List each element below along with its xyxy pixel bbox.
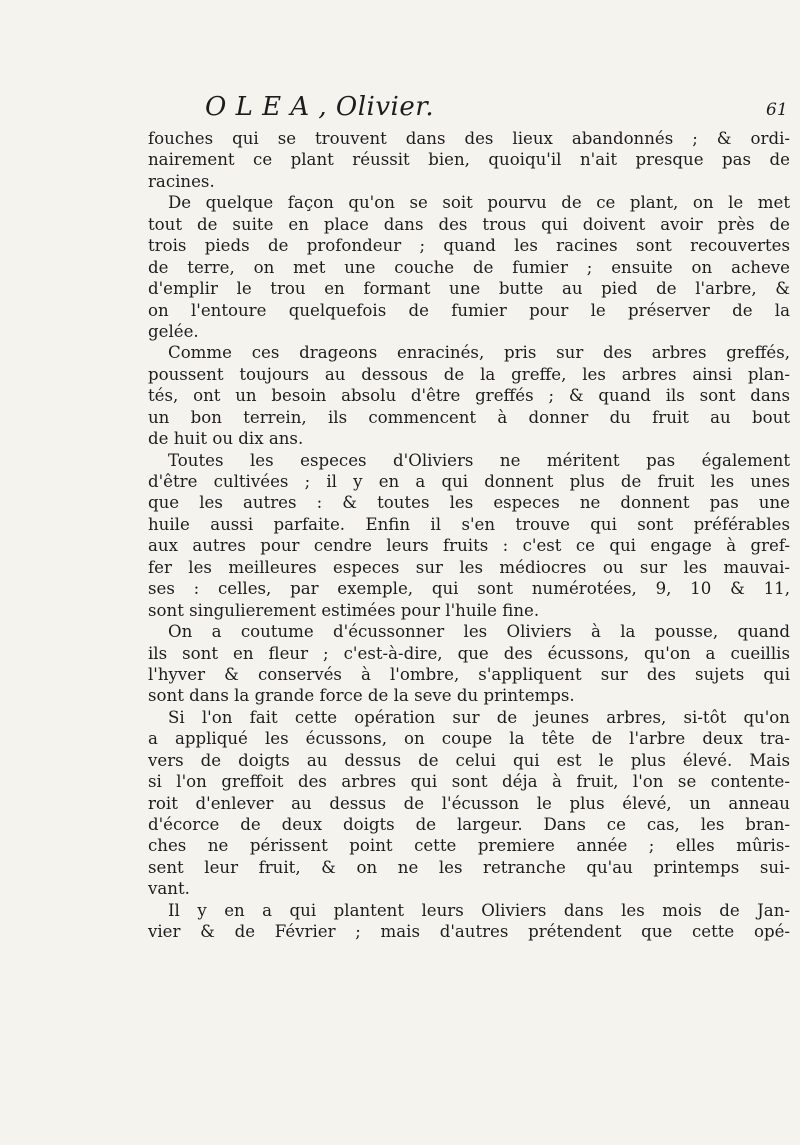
text-line: si l'on greffoit des arbres qui sont déja à fruit, l'on se contente- (148, 772, 790, 792)
text-line: on l'entoure quelquefois de fumier pour le préserver de la (148, 300, 790, 320)
text-line: On a coutume d'écussonner les Oliviers à la pousse, quand (168, 622, 790, 642)
text-line: ses : celles, par exemple, qui sont numérotées, 9, 10 & 11, (148, 579, 790, 599)
text-line: sent leur fruit, & on ne les retranche qu'au printemps sui- (148, 857, 790, 877)
text-line: un bon terrein, ils commencent à donner du fruit au bout (148, 407, 790, 427)
text-line: sont singulierement estimées pour l'huile fine. (148, 600, 540, 620)
text-line: d'emplir le trou en formant une butte au pied de l'arbre, & (148, 279, 790, 299)
body-text (148, 128, 790, 943)
text-line: aux autres pour cendre leurs fruits : c'est ce qui engage à gref- (148, 536, 790, 556)
text-line: huile aussi parfaite. Enfin il s'en trouve qui sont préférables (148, 514, 790, 534)
text-line: nairement ce plant réussit bien, quoiqu'il n'ait presque pas de (148, 150, 790, 170)
running-title: O L E A , Olivier. (205, 92, 435, 122)
text-line: sont dans la grande force de la seve du printemps. (148, 686, 575, 706)
page-header (0, 92, 800, 128)
text-line: Comme ces drageons enracinés, pris sur des arbres greffés, (168, 343, 790, 363)
text-line: Il y en a qui plantent leurs Oliviers dans les mois de Jan- (168, 900, 790, 920)
text-line: Toutes les especes d'Oliviers ne méritent pas également (168, 450, 790, 470)
text-line: l'hyver & conservés à l'ombre, s'appliquent sur des sujets qui (148, 664, 790, 684)
text-line: trois pieds de profondeur ; quand les racines sont recouvertes (148, 236, 790, 256)
text-line: fer les meilleures especes sur les médiocres ou sur les mauvai- (148, 557, 790, 577)
text-line: Si l'on fait cette opération sur de jeunes arbres, si-tôt qu'on (168, 707, 790, 727)
text-line: d'écorce de deux doigts de largeur. Dans ce cas, les bran- (148, 815, 790, 834)
text-line: racines. (148, 171, 215, 191)
text-line: de huit ou dix ans. (148, 429, 304, 449)
text-line: que les autres : & toutes les especes ne donnent pas une (148, 493, 790, 513)
text-line: ches ne périssent point cette premiere année ; elles mûris- (148, 836, 790, 856)
text-line: d'être cultivées ; il y en a qui donnent plus de fruit les unes (148, 472, 790, 491)
text-line: tout de suite en place dans des trous qui doivent avoir près de (148, 214, 790, 234)
text-line: tés, ont un besoin absolu d'être greffés ; & quand ils sont dans (148, 386, 790, 406)
text-line: roit d'enlever au dessus de l'écusson le plus élevé, un anneau (148, 793, 790, 813)
text-line: vant. (148, 879, 190, 899)
text-line: gelée. (148, 321, 199, 341)
text-line: fouches qui se trouvent dans des lieux abandonnés ; & ordi- (148, 129, 790, 148)
text-line: de terre, on met une couche de fumier ; ensuite on acheve (148, 257, 790, 277)
page-number: 61 (766, 100, 788, 120)
text-line: a appliqué les écussons, on coupe la tête de l'arbre deux tra- (148, 729, 790, 749)
text-line: De quelque façon qu'on se soit pourvu de ce plant, on le met (168, 193, 790, 213)
text-line: vier & de Février ; mais d'autres prétendent que cette opé- (148, 922, 790, 942)
text-line: poussent toujours au dessous de la greffe, les arbres ainsi plan- (148, 364, 790, 384)
text-line: vers de doigts au dessus de celui qui est le plus élevé. Mais (148, 750, 790, 770)
text-line: ils sont en fleur ; c'est-à-dire, que des écussons, qu'on a cueillis (148, 643, 790, 663)
